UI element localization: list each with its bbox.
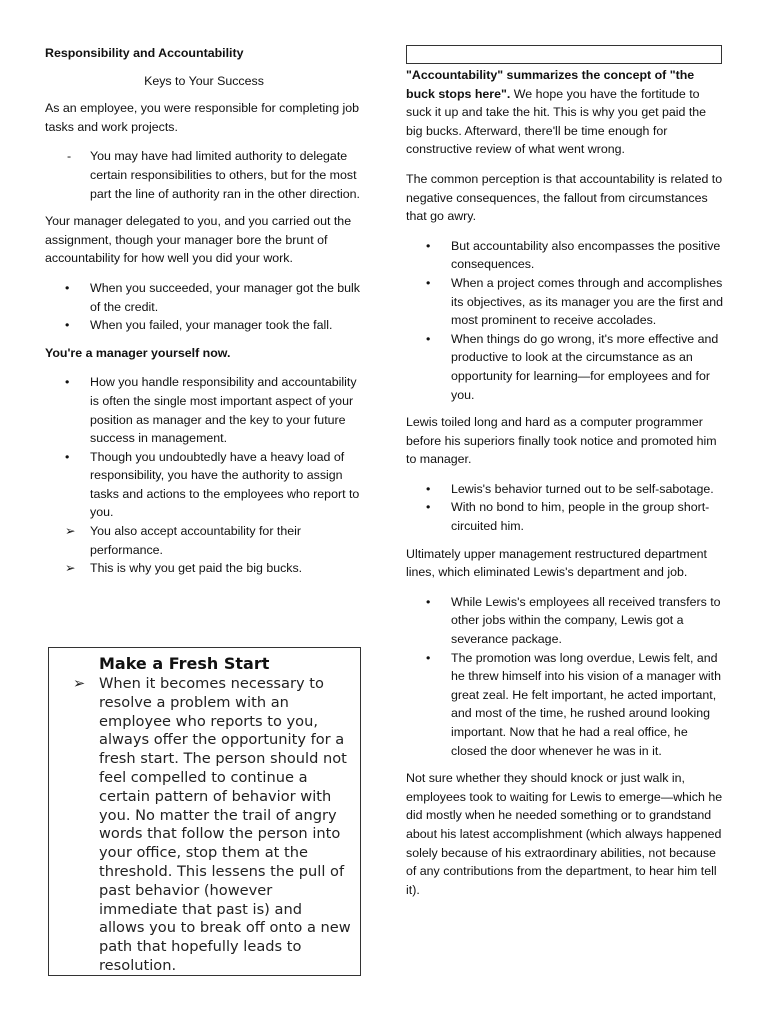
right-column bbox=[406, 66, 724, 910]
arrow-marker: ➢ bbox=[65, 561, 76, 576]
bullet-list bbox=[406, 237, 724, 404]
list-item-text: But accountability also encompasses the positive consequences. bbox=[451, 238, 721, 272]
list-item bbox=[45, 147, 363, 203]
bullet-list bbox=[406, 480, 724, 536]
left-column bbox=[45, 44, 363, 578]
bullet-marker: • bbox=[426, 594, 431, 609]
bullet-marker: • bbox=[65, 375, 70, 390]
bullet-list bbox=[45, 373, 363, 578]
bullet-marker: • bbox=[426, 331, 431, 346]
bullet-list bbox=[45, 279, 363, 335]
dash-marker: - bbox=[67, 149, 72, 164]
bullet-marker: • bbox=[426, 238, 431, 253]
list-item-text: You may have had limited authority to delegate certain responsibilities to others, but for the most part the line of authority ran in the other direction. bbox=[90, 149, 360, 201]
list-item-text: The promotion was long overdue, Lewis felt, and he threw himself into his vision of a manager with great zeal. He felt important, he acted important, and most of the time, he rushed around looking important. Now that he had a real office, he closed the door whenever he was in it. bbox=[451, 650, 721, 758]
paragraph bbox=[406, 66, 724, 159]
list-item bbox=[45, 522, 363, 559]
list-item-text: When you succeeded, your manager got the bulk of the credit. bbox=[90, 280, 361, 314]
list-item-text: With no bond to him, people in the group short-circuited him. bbox=[451, 500, 710, 534]
list-item bbox=[406, 237, 724, 274]
bullet-marker: • bbox=[65, 318, 70, 333]
bullet-marker: • bbox=[426, 481, 431, 496]
paragraph-text: We hope you have the fortitude to suck it up and take the hit. This is why you get paid the big bucks. Afterward, there'll be time enough for constructive review of what went wrong. bbox=[406, 86, 707, 157]
list-item bbox=[406, 593, 724, 649]
list-item-text: When you failed, your manager took the fall. bbox=[90, 318, 333, 333]
fresh-start-title: Make a Fresh Start bbox=[99, 654, 270, 673]
list-item bbox=[45, 559, 363, 578]
list-item bbox=[406, 480, 724, 499]
arrow-marker: ➢ bbox=[73, 675, 86, 692]
list-item bbox=[406, 330, 724, 404]
paragraph: The common perception is that accountability is related to negative consequences, the fallout from circumstances that go awry. bbox=[406, 171, 723, 224]
list-item-text: This is why you get paid the big bucks. bbox=[90, 561, 303, 576]
arrow-marker: ➢ bbox=[65, 524, 76, 539]
list-item bbox=[45, 316, 363, 335]
list-item-text: How you handle responsibility and accountability is often the single most important aspect of your position as manager and the key to your future success in management. bbox=[90, 375, 357, 446]
buck-stops-quote: "Accountability" summarizes the concept of "the buck stops here". bbox=[406, 68, 695, 101]
list-item-text: You also accept accountability for their performance. bbox=[90, 524, 301, 557]
paragraph: As an employee, you were responsible for completing job tasks and work projects. bbox=[45, 101, 360, 134]
empty-text-box bbox=[406, 45, 722, 64]
list-item-text: Lewis's behavior turned out to be self-sabotage. bbox=[451, 481, 714, 496]
bullet-marker: • bbox=[65, 449, 70, 464]
section-heading: You're a manager yourself now. bbox=[45, 345, 231, 360]
document-subtitle: Keys to Your Success bbox=[144, 73, 264, 88]
bullet-marker: • bbox=[65, 280, 70, 295]
fresh-start-text: When it becomes necessary to resolve a problem with an employee who reports to you, always offer the opportunity for a fresh start. The person should not feel compelled to continue a certain pattern of behavior with you. No matter the trail of angry words that follow the person into your office, stop them at the threshold. This lessens the pull of past behavior (however immediate that past is) and allows you to break off onto a new path that hopefully leads to resolution. bbox=[99, 675, 351, 974]
list-item bbox=[406, 498, 724, 535]
list-item bbox=[45, 373, 363, 447]
list-item-text: Though you undoubtedly have a heavy load of responsibility, you have the authority to assign tasks and actions to the employees who report to you. bbox=[90, 449, 360, 520]
list-item bbox=[45, 448, 363, 522]
bullet-marker: • bbox=[426, 500, 431, 515]
dash-list bbox=[45, 147, 363, 203]
list-item bbox=[406, 274, 724, 330]
list-item bbox=[406, 649, 724, 761]
list-item-text: When things do go wrong, it's more effective and productive to look at the circumstance as an opportunity for learning—for employees and for you. bbox=[451, 331, 719, 402]
fresh-start-box bbox=[48, 647, 361, 976]
bullet-marker: • bbox=[426, 650, 431, 665]
bullet-marker: • bbox=[426, 275, 431, 290]
list-item bbox=[45, 279, 363, 316]
list-item-text: While Lewis's employees all received transfers to other jobs within the company, Lewis got a severance package. bbox=[451, 594, 721, 647]
bullet-list bbox=[406, 593, 724, 760]
fresh-start-item bbox=[57, 675, 352, 976]
paragraph: Not sure whether they should knock or just walk in, employees took to waiting for Lewis to emerge—which he did mostly when he needed something or to grandstand about his latest accomplishment (which always happened solely because of his extraordinary abilities, not because of any contributions from the department, to hear him tell it). bbox=[406, 771, 723, 897]
paragraph: Lewis toiled long and hard as a computer programmer before his superiors finally took notice and promoted him to manager. bbox=[406, 415, 717, 467]
list-item-text: When a project comes through and accomplishes its objectives, as its manager you are the first and most prominent to receive accolades. bbox=[451, 275, 724, 328]
document-title: Responsibility and Accountability bbox=[45, 46, 244, 60]
paragraph: Your manager delegated to you, and you carried out the assignment, though your manager bore the brunt of accountability for how well you did your work. bbox=[45, 214, 352, 266]
paragraph: Ultimately upper management restructured department lines, which eliminated Lewis's department and job. bbox=[406, 546, 707, 580]
